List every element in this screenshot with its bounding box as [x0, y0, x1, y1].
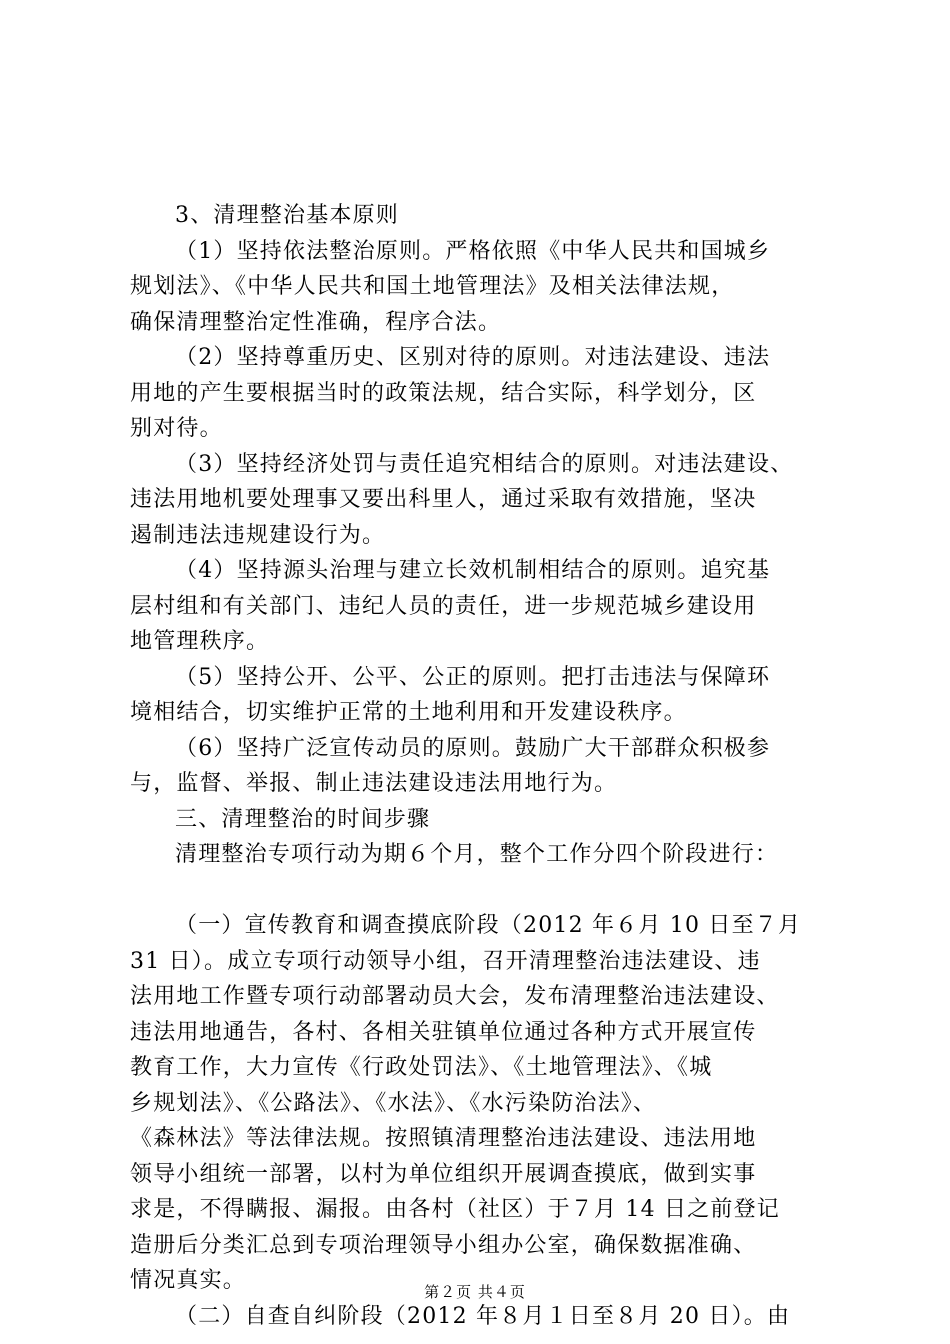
text-line: 与，监督、举报、制止违法建设违法用地行为。: [130, 771, 618, 796]
text-line: 别对待。: [130, 416, 223, 441]
text-line: 违法用地机要处理事又要出科里人，通过采取有效措施，坚决: [130, 487, 757, 512]
text-line: 规划法》、《中华人民共和国土地管理法》及相关法律法规，: [130, 274, 735, 299]
text-line: （二）自查自纠阶段（2012 年８月１日至８月 20 日）。由: [175, 1303, 791, 1329]
text-line: （2）坚持尊重历史、区别对待的原则。对违法建设、违法: [175, 345, 771, 370]
text-line: （1）坚持依法整治原则。严格依照《中华人民共和国城乡: [175, 238, 771, 264]
text-line: 《森林法》等法律法规。按照镇清理整治违法建设、违法用地: [130, 1126, 757, 1151]
text-line: 造册后分类汇总到专项治理领导小组办公室，确保数据准确、: [130, 1232, 757, 1258]
text-line: 地管理秩序。: [130, 629, 270, 654]
page-footer: 第２页 共４页: [424, 1283, 526, 1301]
text-line: 法用地工作暨专项行动部署动员大会，发布清理整治违法建设、: [130, 984, 780, 1009]
text-line: 境相结合，切实维护正常的土地利用和开发建设秩序。: [130, 700, 687, 725]
text-line: 遏制违法违规建设行为。: [130, 522, 386, 548]
text-line: 领导小组统一部署，以村为单位组织开展调查摸底，做到实事: [130, 1161, 757, 1187]
text-line: （一）宣传教育和调查摸底阶段（2012 年６月 10 日至７月: [175, 913, 802, 938]
text-line: 用地的产生要根据当时的政策法规，结合实际，科学划分，区: [130, 380, 757, 406]
document-body: [130, 198, 835, 1334]
text-line: （4）坚持源头治理与建立长效机制相结合的原则。追究基: [175, 558, 771, 583]
text-line: 层村组和有关部门、违纪人员的责任，进一步规范城乡建设用: [130, 593, 757, 619]
text-line: 31 日）。成立专项行动领导小组，召开清理整治违法建设、违: [130, 948, 761, 974]
text-line: 情况真实。: [130, 1268, 247, 1293]
text-line: 清理整治专项行动为期６个月，整个工作分四个阶段进行：: [175, 842, 779, 867]
text-line: 三、清理整治的时间步骤: [175, 806, 431, 832]
blank-line: [130, 873, 835, 909]
text-line: （6）坚持广泛宣传动员的原则。鼓励广大干部群众积极参: [175, 735, 771, 761]
text-line: 乡规划法》、《公路法》、《水法》、《水污染防治法》、: [130, 1090, 657, 1116]
text-line: 确保清理整治定性准确，程序合法。: [130, 309, 502, 335]
text-line: 违法用地通告，各村、各相关驻镇单位通过各种方式开展宣传: [130, 1019, 757, 1045]
text-line: （3）坚持经济处罚与责任追究相结合的原则。对违法建设、: [175, 451, 794, 477]
text-line: 求是，不得瞒报、漏报。由各村（社区）于７月 14 日之前登记: [130, 1197, 780, 1222]
text-line: 教育工作，大力宣传《行政处罚法》、《土地管理法》、《城: [130, 1055, 713, 1080]
text-line: 3、清理整治基本原则: [175, 203, 399, 228]
text-line: （5）坚持公开、公平、公正的原则。把打击违法与保障环: [175, 664, 771, 690]
